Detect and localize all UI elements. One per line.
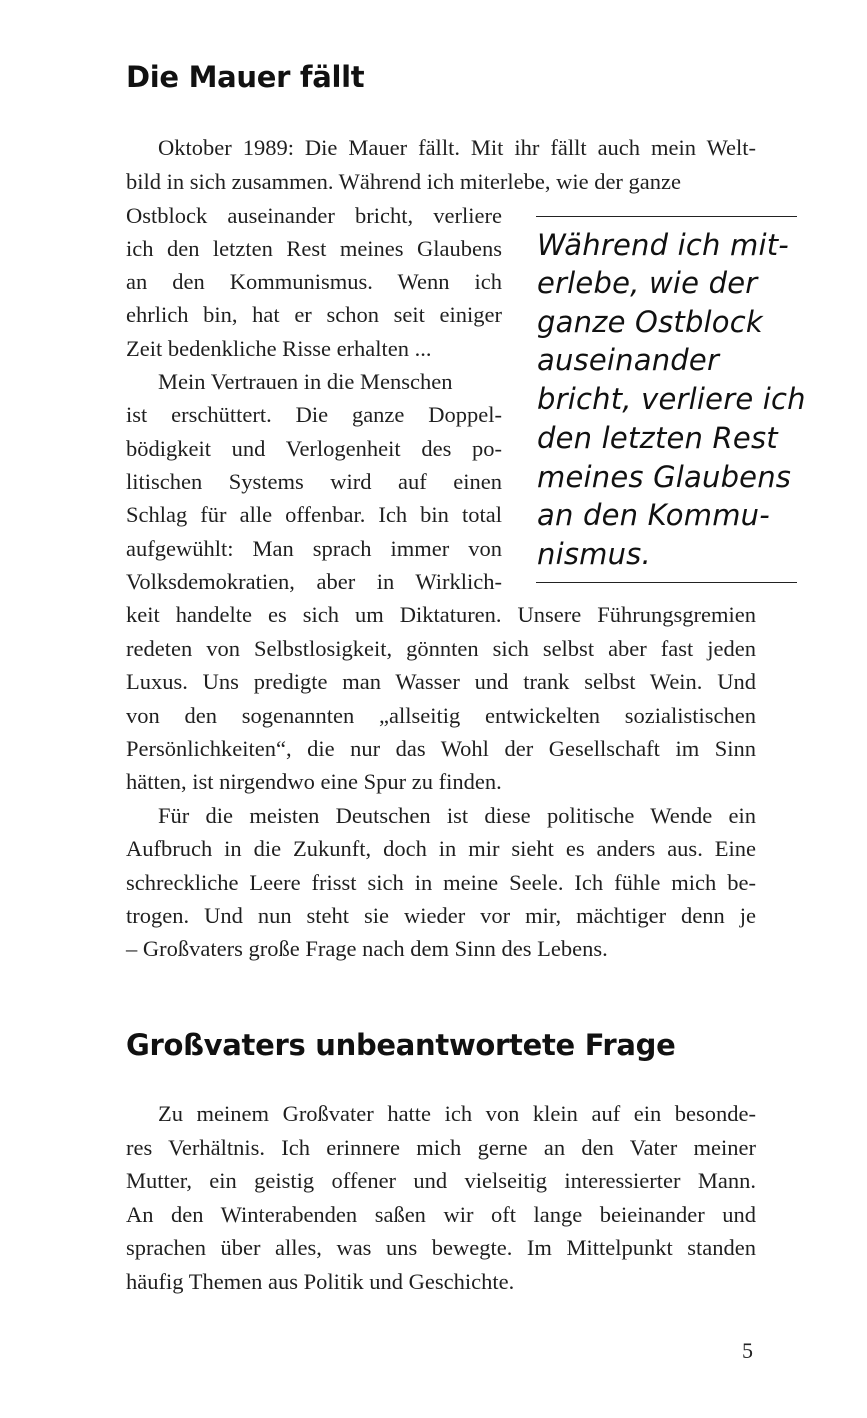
- body-line: häufig Themen aus Politik und Geschichte.: [126, 1269, 515, 1294]
- body-line: Aufbruch in die Zukunft, doch in mir sieht es anders aus. Eine: [126, 836, 756, 861]
- body-line: ehrlich bin, hat er schon seit einiger: [126, 302, 502, 327]
- body-line: sprachen über alles, was uns bewegte. Im Mittelpunkt standen: [126, 1235, 756, 1260]
- body-line: Für die meisten Deutschen ist diese politische Wende ein: [158, 803, 756, 828]
- body-line: Luxus. Uns predigte man Wasser und trank selbst Wein. Und: [126, 669, 756, 694]
- body-line: Persönlichkeiten“, die nur das Wohl der Gesellschaft im Sinn: [126, 736, 756, 761]
- body-line: trogen. Und nun steht sie wieder vor mir, mächtiger denn je: [126, 903, 756, 928]
- pull-quote-line: an den Kommu-: [537, 498, 770, 532]
- section-heading-grossvaters-frage: Großvaters unbeantwortete Frage: [126, 1028, 676, 1062]
- body-line: bild in sich zusammen. Während ich miterlebe, wie der ganze: [126, 169, 682, 194]
- body-line: Mein Vertrauen in die Menschen: [158, 369, 453, 394]
- body-line: res Verhältnis. Ich erinnere mich gerne an den Vater meiner: [126, 1135, 756, 1160]
- body-line: Schlag für alle offenbar. Ich bin total: [126, 502, 502, 527]
- pull-quote-line: auseinander: [537, 343, 720, 377]
- pull-quote-top-rule: [536, 216, 797, 217]
- body-line: ich den letzten Rest meines Glaubens: [126, 236, 502, 261]
- body-line: bödigkeit und Verlogenheit des po-: [126, 436, 502, 461]
- body-line: Zu meinem Großvater hatte ich von klein auf ein besonde-: [158, 1101, 756, 1126]
- page-number: 5: [742, 1338, 753, 1363]
- pull-quote-line: den letzten Rest: [537, 421, 778, 455]
- pull-quote-line: ganze Ostblock: [537, 305, 763, 339]
- body-line: ist erschüttert. Die ganze Doppel-: [126, 402, 502, 427]
- section-heading-die-mauer-faellt: Die Mauer fällt: [126, 60, 365, 94]
- body-line: schreckliche Leere frisst sich in meine Seele. Ich fühle mich be-: [126, 870, 756, 895]
- body-line: von den sogenannten „allseitig entwickelten sozialistischen: [126, 703, 756, 728]
- body-line: Ostblock auseinander bricht, verliere: [126, 203, 502, 228]
- body-line: Mutter, ein geistig offener und vielseitig interessierter Mann.: [126, 1168, 756, 1193]
- body-line: Zeit bedenkliche Risse erhalten ...: [126, 336, 432, 361]
- body-line: Oktober 1989: Die Mauer fällt. Mit ihr fällt auch mein Welt-: [158, 135, 756, 160]
- body-line: Volksdemokratien, aber in Wirklich-: [126, 569, 502, 594]
- pull-quote-line: nismus.: [537, 537, 651, 571]
- body-line: An den Winterabenden saßen wir oft lange beieinander und: [126, 1202, 756, 1227]
- body-line: – Großvaters große Frage nach dem Sinn des Lebens.: [126, 936, 608, 961]
- body-line: aufgewühlt: Man sprach immer von: [126, 536, 502, 561]
- body-line: hätten, ist nirgendwo eine Spur zu finden.: [126, 769, 502, 794]
- body-line: an den Kommunismus. Wenn ich: [126, 269, 502, 294]
- body-line: litischen Systems wird auf einen: [126, 469, 502, 494]
- pull-quote-line: Während ich mit-: [537, 228, 789, 262]
- body-line: redeten von Selbstlosigkeit, gönnten sich selbst aber fast jeden: [126, 636, 756, 661]
- pull-quote-bottom-rule: [536, 582, 797, 583]
- pull-quote-line: erlebe, wie der: [537, 266, 758, 300]
- body-line: keit handelte es sich um Diktaturen. Unsere Führungsgremien: [126, 602, 756, 627]
- pull-quote-line: bricht, verliere ich: [537, 382, 806, 416]
- pull-quote-line: meines Glaubens: [537, 460, 792, 494]
